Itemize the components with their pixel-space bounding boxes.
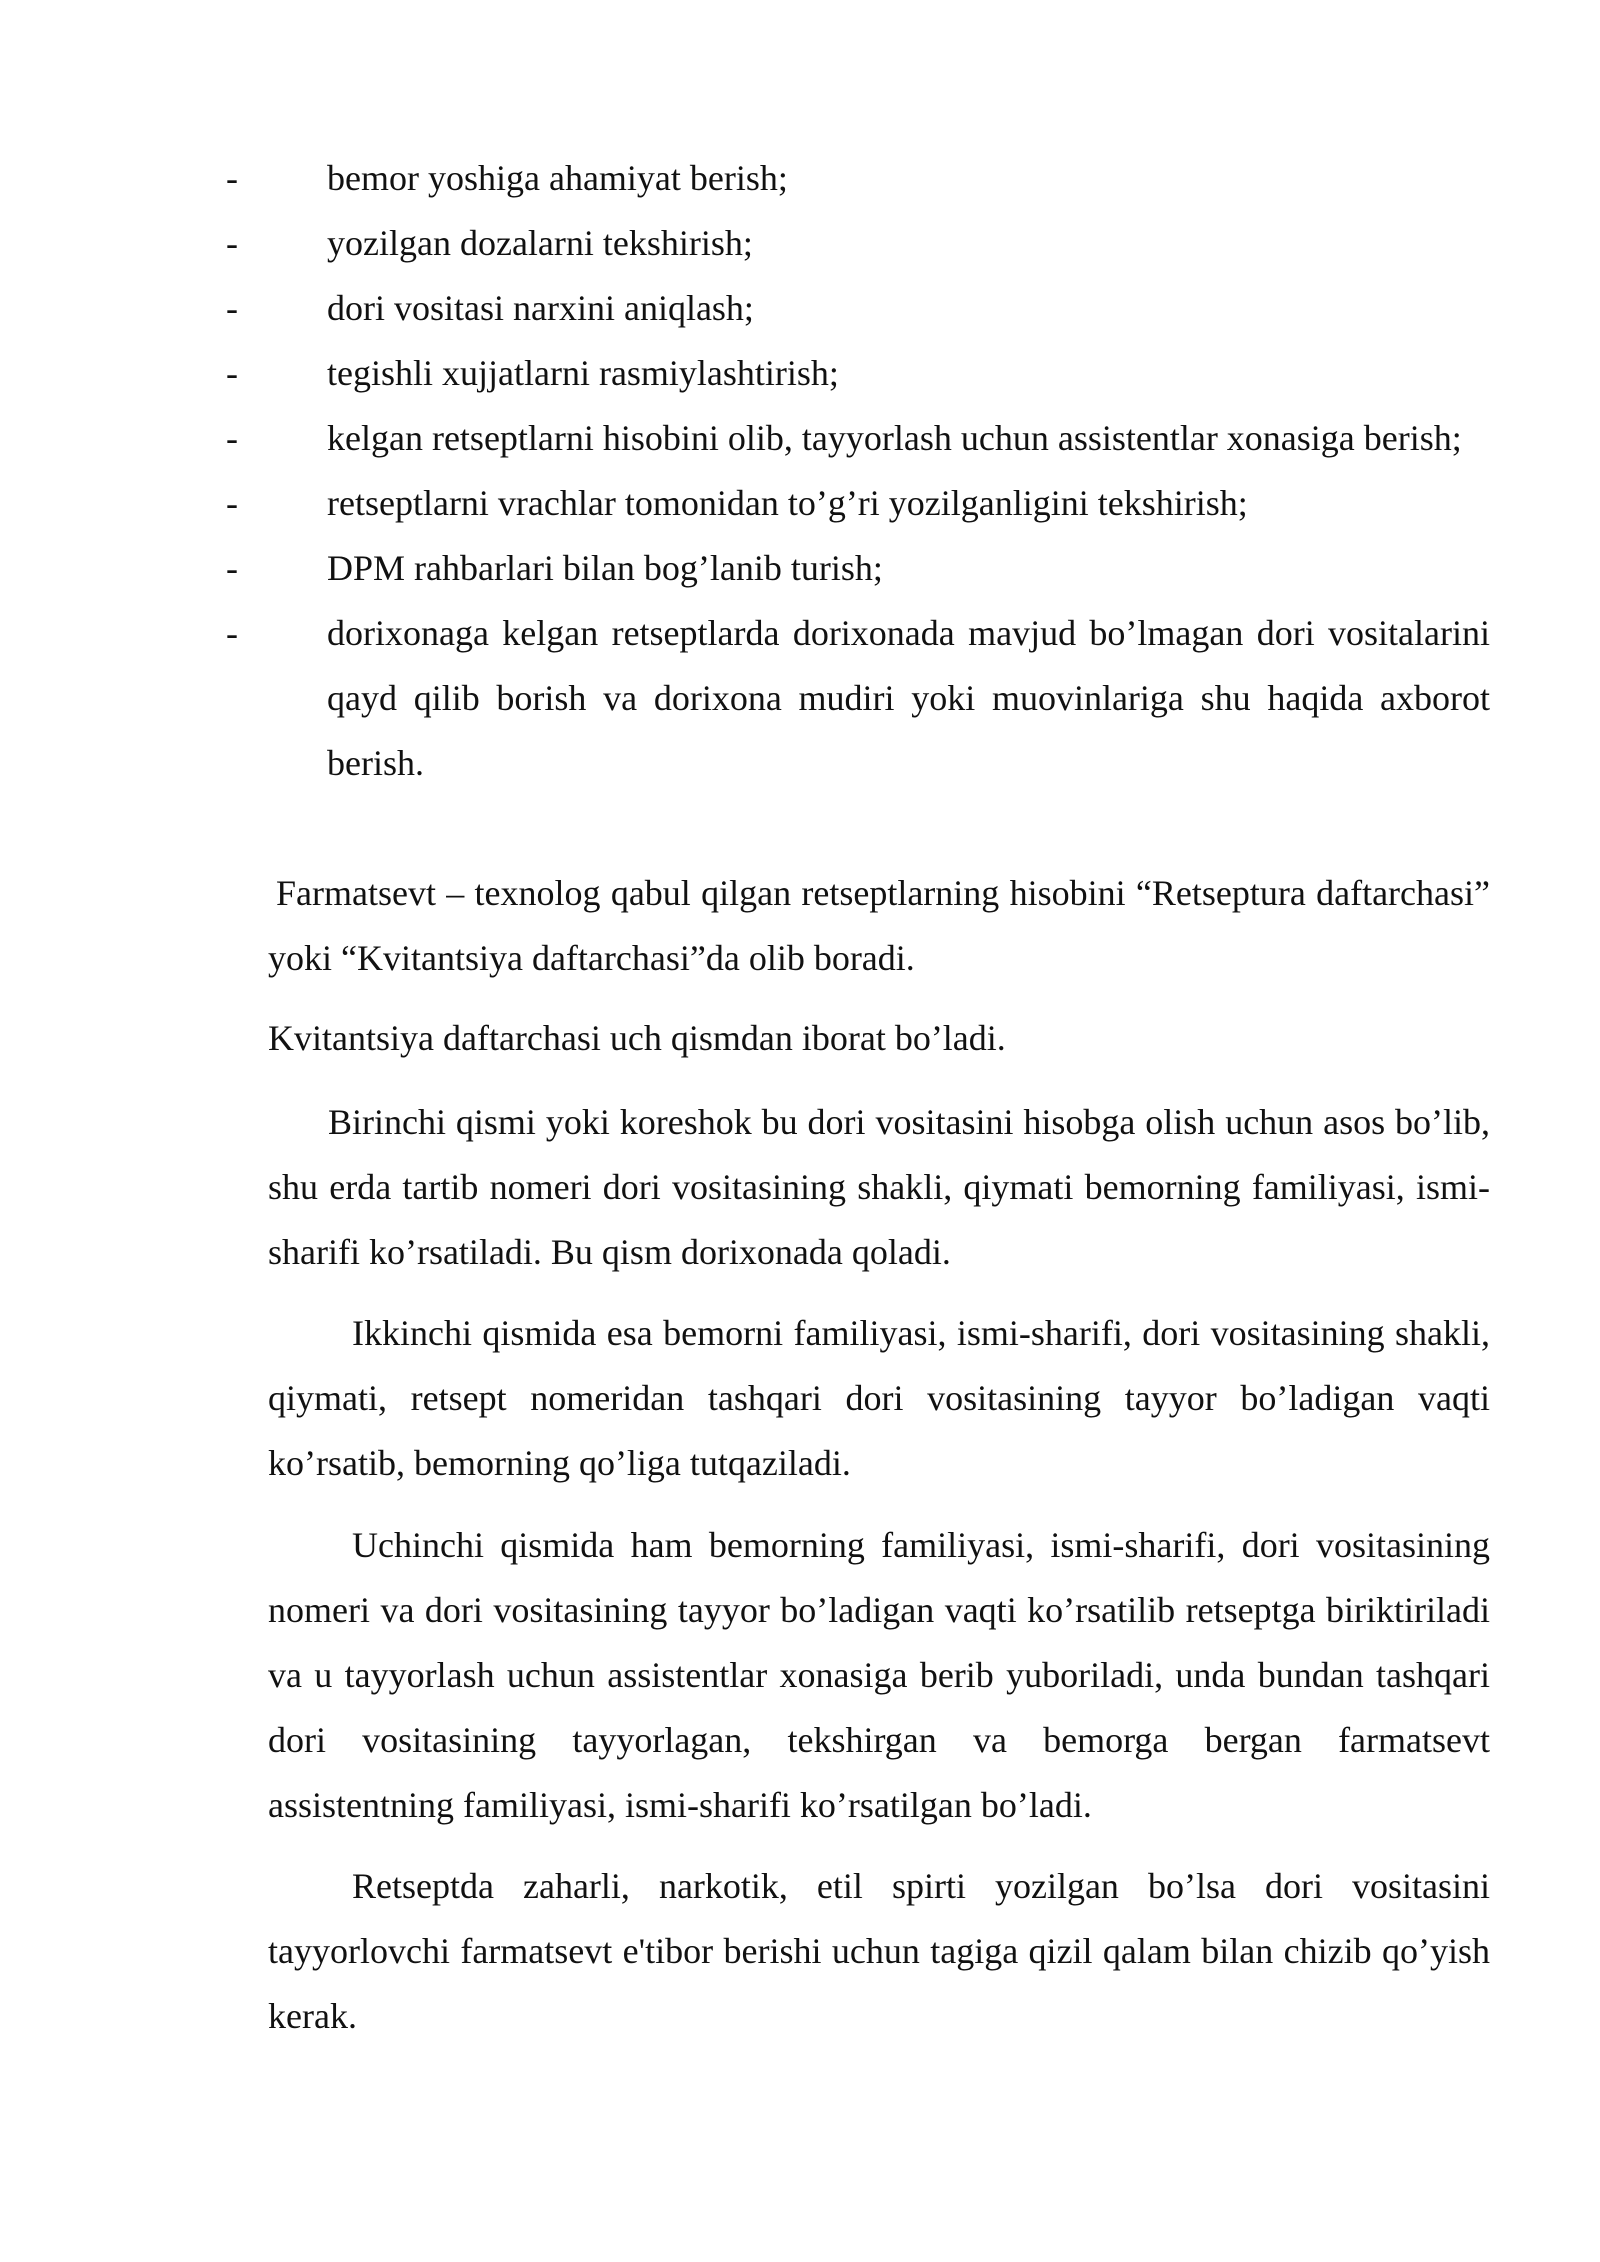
- list-item-text: DPM rahbarlari bilan bog’lanib turish;: [327, 548, 883, 588]
- paragraph-farmatsevt: Farmatsevt – texnolog qabul qilgan retseptlarning hisobini “Retseptura daftarchasi” yoki “Kvitantsiya daftarchasi”da olib boradi.: [268, 873, 1490, 978]
- paragraph-kvitantsiya: Kvitantsiya daftarchasi uch qismdan iborat bo’ladi.: [268, 1018, 1006, 1058]
- duties-list: [0, 146, 1600, 796]
- list-item-text: dorixonaga kelgan retseptlarda dorixonada mavjud bo’lmagan dori vositalarini qayd qilib borish va dorixona mudiri yoki muovinlariga shu haqida axborot berish.: [327, 613, 1490, 783]
- list-item-text: kelgan retseptlarni hisobini olib, tayyorlash uchun assistentlar xonasiga berish;: [327, 418, 1462, 458]
- paragraph-ikkinchi: Ikkinchi qismida esa bemorni familiyasi, ismi-sharifi, dori vositasining shakli, qiymati, retsept nomeridan tashqari dori vositasining tayyor bo’ladigan vaqti ko’rsatib, bemorning qo’liga tutqaziladi.: [268, 1313, 1490, 1483]
- bullet-dash: -: [226, 483, 238, 523]
- bullet-dash: -: [226, 613, 238, 653]
- bullet-dash: -: [226, 288, 238, 328]
- list-item: [0, 341, 1600, 406]
- list-item: [0, 471, 1600, 536]
- list-item: [0, 276, 1600, 341]
- list-item-text: retseptlarni vrachlar tomonidan to’g’ri yozilganligini tekshirish;: [327, 483, 1248, 523]
- list-item: [0, 536, 1600, 601]
- list-item: [0, 601, 1600, 796]
- list-item: [0, 146, 1600, 211]
- paragraph-uchinchi: Uchinchi qismida ham bemorning familiyasi, ismi-sharifi, dori vositasining nomeri va dori vositasining tayyor bo’ladigan vaqti ko’rsatilib retseptga biriktiriladi va u tayyorlash uchun assistentlar xonasiga berib yuboriladi, unda bundan tashqari dori vositasining tayyorlagan, tekshirgan va bemorga bergan farmatsevt assistentning familiyasi, ismi-sharifi ko’rsatilgan bo’ladi.: [268, 1525, 1490, 1825]
- bullet-dash: -: [226, 418, 238, 458]
- bullet-dash: -: [226, 548, 238, 588]
- paragraph-retseptda: Retseptda zaharli, narkotik, etil spirti yozilgan bo’lsa dori vositasini tayyorlovchi farmatsevt e'tibor berishi uchun tagiga qizil qalam bilan chizib qo’yish kerak.: [268, 1866, 1490, 2036]
- list-item: [0, 211, 1600, 276]
- list-item-text: tegishli xujjatlarni rasmiylashtirish;: [327, 353, 839, 393]
- list-item-text: dori vositasi narxini aniqlash;: [327, 288, 754, 328]
- bullet-dash: -: [226, 158, 238, 198]
- bullet-dash: -: [226, 223, 238, 263]
- list-item-text: bemor yoshiga ahamiyat berish;: [327, 158, 788, 198]
- list-item: [0, 406, 1600, 471]
- bullet-dash: -: [226, 353, 238, 393]
- paragraph-birinchi: Birinchi qismi yoki koreshok bu dori vositasini hisobga olish uchun asos bo’lib, shu erda tartib nomeri dori vositasining shakli, qiymati bemorning familiyasi, ismi-sharifi ko’rsatiladi. Bu qism dorixonada qoladi.: [268, 1102, 1490, 1272]
- list-item-text: yozilgan dozalarni tekshirish;: [327, 223, 753, 263]
